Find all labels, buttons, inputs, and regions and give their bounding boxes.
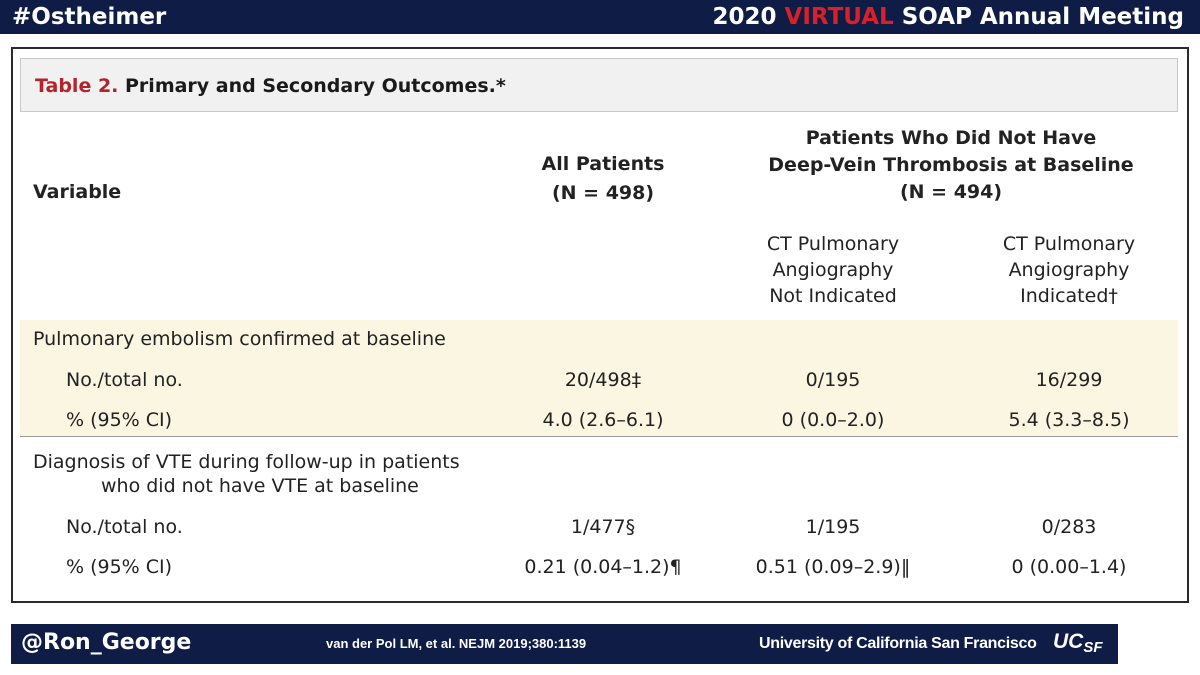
header-group-line1: Patients Who Did Not Have (805, 127, 1097, 149)
subheader-indicated-line1: CT Pulmonary (1002, 233, 1136, 255)
section1-row1-label: No./total no. (66, 369, 183, 391)
section1-row1-all: 20/498‡ (564, 369, 642, 391)
section2-title-line1: Diagnosis of VTE during follow-up in patients (33, 451, 460, 473)
subheader-indicated-line2: Angiography (1008, 259, 1130, 281)
logo-sub: SF (1083, 639, 1103, 656)
subheader-not-indicated-line3: Not Indicated (769, 285, 897, 307)
header-group-line2: Deep-Vein Thrombosis at Baseline (768, 154, 1134, 176)
header-bar (0, 0, 1200, 34)
twitter-handle: @Ron_George (21, 630, 192, 655)
ucsf-logo (1053, 629, 1103, 657)
meeting-suffix: SOAP Annual Meeting (893, 4, 1184, 30)
subheader-indicated-line3: Indicated† (1020, 285, 1118, 307)
caption-number: Table 2. (35, 75, 119, 97)
subheader-not-indicated-line2: Angiography (772, 259, 894, 281)
section2-row1-label: No./total no. (66, 516, 183, 538)
section2-row2-all: 0.21 (0.04–1.2)¶ (524, 556, 682, 578)
caption-title: Primary and Secondary Outcomes.* (118, 75, 506, 97)
section1-title: Pulmonary embolism confirmed at baseline (33, 328, 446, 350)
meeting-title (713, 3, 1185, 31)
outcomes-table (11, 47, 1189, 603)
table-caption (20, 58, 1178, 112)
citation: van der Pol LM, et al. NEJM 2019;380:1139 (326, 636, 587, 651)
section1-row2-all: 4.0 (2.6–6.1) (542, 409, 664, 431)
section1-row1-indicated: 16/299 (1035, 369, 1103, 391)
section1-row1-not-indicated: 0/195 (805, 369, 861, 391)
hashtag: #Ostheimer (12, 4, 167, 30)
section2-row2-label: % (95% CI) (66, 556, 173, 578)
footer-bar (11, 624, 1118, 664)
header-all-line1: All Patients (541, 153, 665, 175)
meeting-prefix: 2020 (712, 4, 785, 30)
section2-row1-all: 1/477§ (570, 516, 636, 538)
section1-row2-not-indicated: 0 (0.0–2.0) (781, 409, 885, 431)
subheader-not-indicated-line1: CT Pulmonary (766, 233, 900, 255)
section1-row2-label: % (95% CI) (66, 409, 173, 431)
university-name: University of California San Francisco (759, 635, 1037, 652)
section2-title-line2: who did not have VTE at baseline (101, 475, 419, 497)
caption-text (35, 75, 506, 97)
section2-row2-indicated: 0 (0.00–1.4) (1011, 556, 1127, 578)
meeting-accent: VIRTUAL (784, 4, 894, 30)
section-divider (20, 436, 1178, 437)
section1-row2-indicated: 5.4 (3.3–8.5) (1008, 409, 1130, 431)
section2-row1-indicated: 0/283 (1041, 516, 1097, 538)
logo-main: UC (1053, 630, 1084, 653)
header-variable: Variable (33, 181, 122, 203)
header-all-line2: (N = 498) (551, 182, 655, 204)
header-group-line3: (N = 494) (899, 181, 1003, 203)
section2-row2-not-indicated: 0.51 (0.09–2.9)‖ (755, 556, 911, 578)
section2-row1-not-indicated: 1/195 (805, 516, 861, 538)
